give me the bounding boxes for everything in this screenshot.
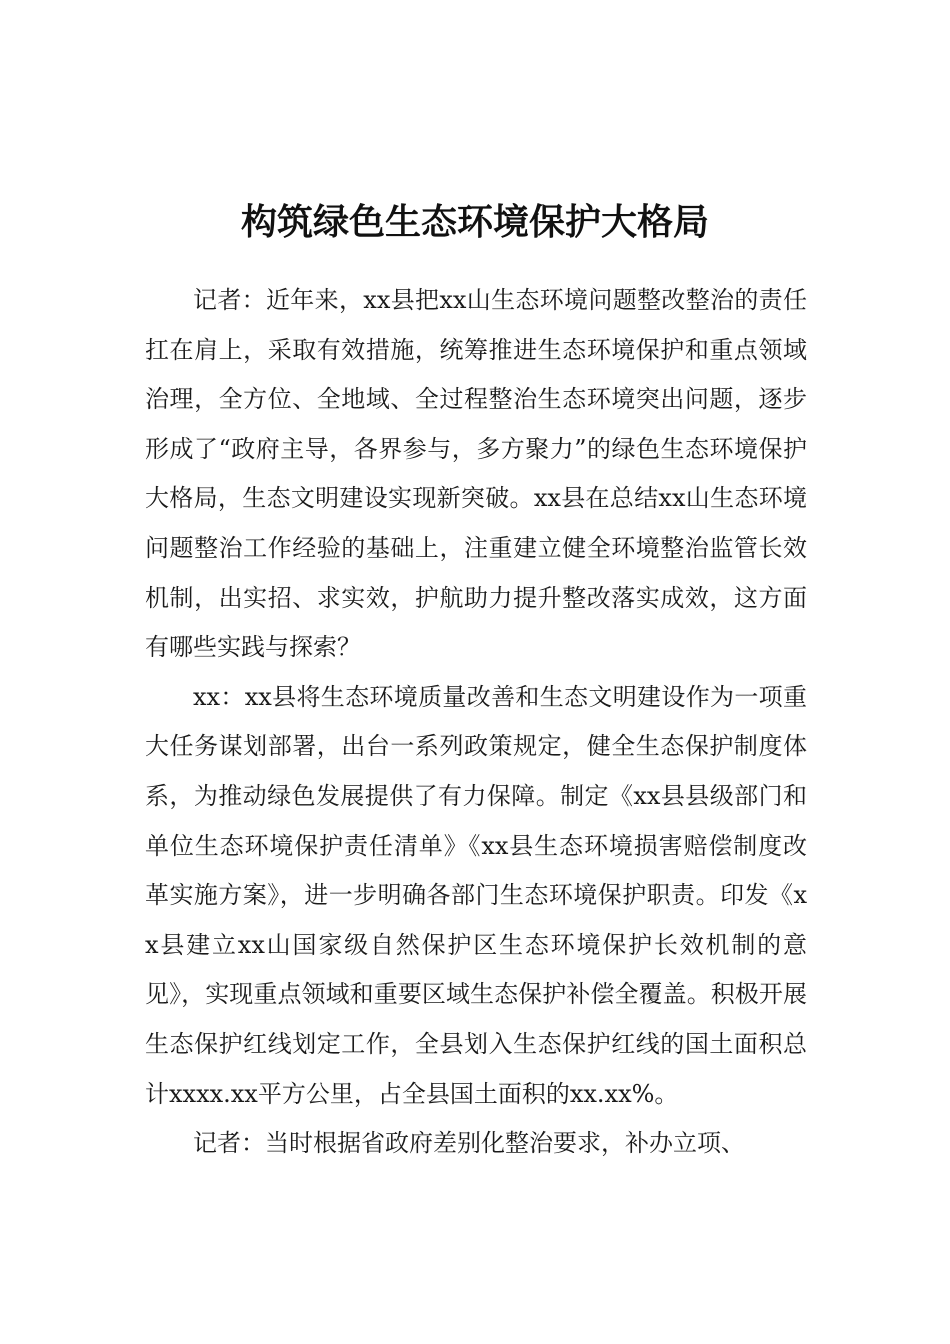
document-title: 构筑绿色生态环境保护大格局 [240,201,709,244]
paragraph-answer: xx：xx县将生态环境质量改善和生态文明建设作为一项重大任务谋划部署，出台一系列政策规定，健全生态保护制度体系，为推动绿色发展提供了有力保障。制定《xx县县级部门和单位生态环境保护责任清单》《xx县生态环境损害赔偿制度改革实施方案》，进一步明确各部门生态环境保护职责。印发《xx县建立xx山国家级自然保护区生态环境保护长效机制的意见》，实现重点领域和重要区域生态保护补偿全覆盖。积极开展生态保护红线划定工作，全县划入生态保护红线的国土面积总计xxxx.xx平方公里，占全县国土面积的xx.xx%。 [145,682,807,1108]
paragraph-reporter-question: 记者：近年来，xx县把xx山生态环境问题整改整治的责任扛在肩上，采取有效措施，统筹推进生态环境保护和重点领域治理，全方位、全地域、全过程整治生态环境突出问题，逐步形成了“政府主导，各界参与，多方聚力”的绿色生态环境保护大格局，生态文明建设实现新突破。xx县在总结xx山生态环境问题整治工作经验的基础上，注重建立健全环境整治监管长效机制，出实招、求实效，护航助力提升整改落实成效，这方面有哪些实践与探索？ [145,286,807,662]
document-body [145,276,807,1169]
paragraph-reporter-question-2: 记者：当时根据省政府差别化整治要求，补办立项、 [193,1129,745,1158]
